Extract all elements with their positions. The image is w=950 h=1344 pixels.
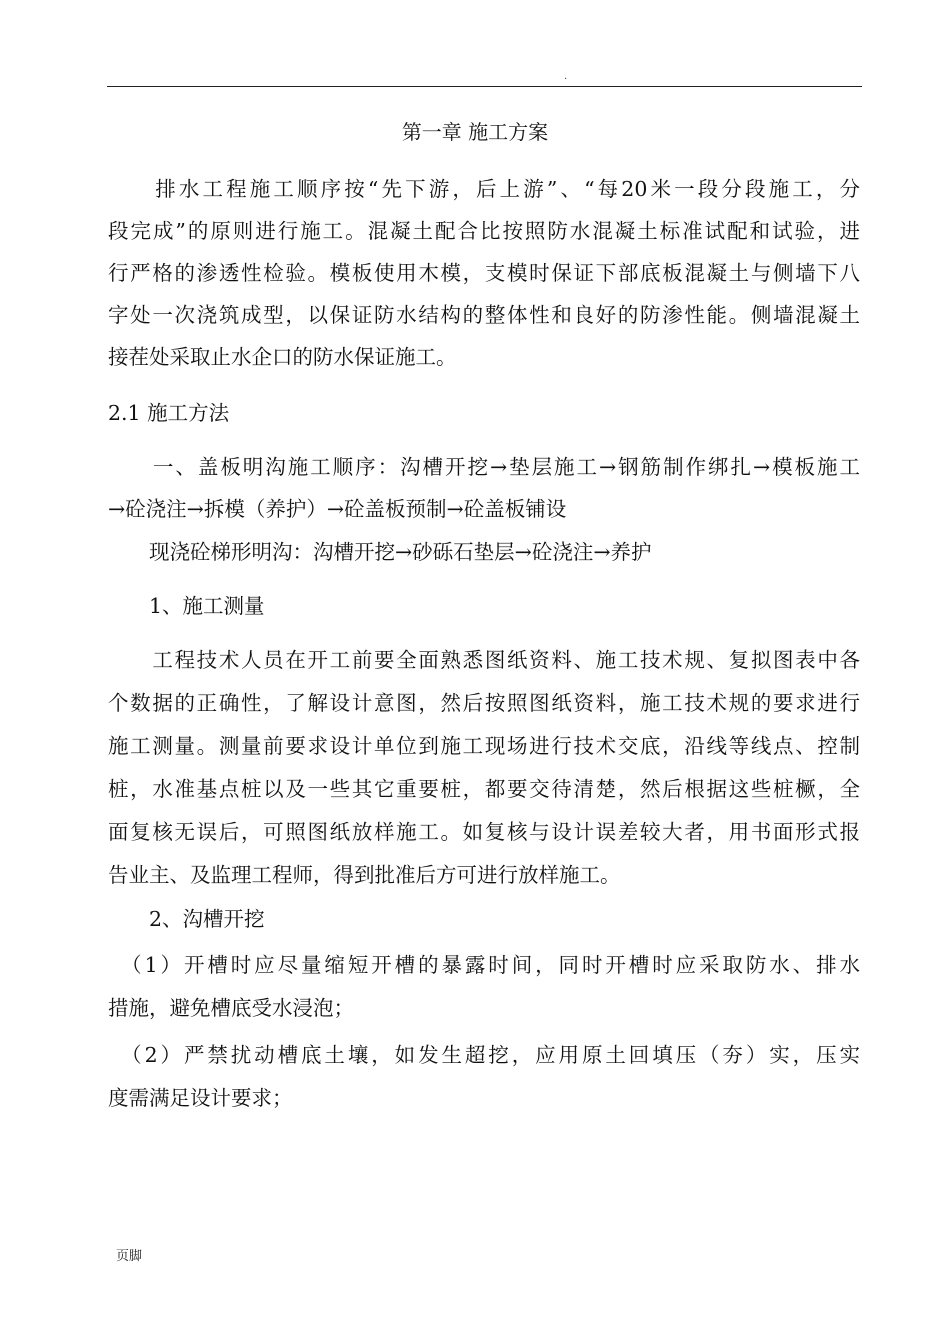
chapter-title: 第一章 施工方案 [401, 120, 549, 144]
survey-line-3: 施工测量。测量前要求设计单位到施工现场进行技术交底，沿线等线点、控制 [108, 734, 860, 758]
survey-line-6: 告业主、及监理工程师，得到批准后方可进行放样施工。 [108, 863, 621, 887]
sequence-line-1: 一、盖板明沟施工顺序：沟槽开挖→垫层施工→钢筋制作绑扎→模板施工 [108, 455, 860, 479]
item-1-title: 1、施工测量 [108, 594, 265, 618]
trench-2-line-2: 度需满足设计要求； [108, 1086, 293, 1110]
survey-line-2: 个数据的正确性，了解设计意图，然后按照图纸资料，施工技术规的要求进行 [108, 691, 860, 715]
header-mark: . [564, 71, 568, 82]
section-heading-2-1: 2.1 施工方法 [108, 401, 230, 425]
intro-line-4: 字处一次浇筑成型，以保证防水结构的整体性和良好的防渗性能。侧墙混凝土 [108, 303, 860, 327]
trench-1-line-2: 措施，避免槽底受水浸泡； [108, 996, 354, 1020]
trench-2-line-1: （2）严禁扰动槽底土壤，如发生超挖，应用原土回填压（夯）实，压实 [108, 1043, 860, 1067]
survey-line-1: 工程技术人员在开工前要全面熟悉图纸资料、施工技术规、复拟图表中各 [108, 648, 860, 672]
intro-line-5: 接茬处采取止水企口的防水保证施工。 [108, 345, 457, 369]
sequence-line-2: →砼浇注→拆模（养护）→砼盖板预制→砼盖板铺设 [108, 497, 567, 521]
footer-label: 页脚 [116, 1249, 143, 1264]
survey-line-4: 桩，水准基点桩以及一些其它重要桩，都要交待清楚，然后根据这些桩橛，全 [108, 777, 860, 801]
intro-line-3: 行严格的渗透性检验。模板使用木模，支模时保证下部底板混凝土与侧墙下八 [108, 261, 860, 285]
intro-line-2: 段完成”的原则进行施工。混凝土配合比按照防水混凝土标准试配和试验，进 [108, 219, 860, 243]
trapezoid-line: 现浇砼梯形明沟：沟槽开挖→砂砾石垫层→砼浇注→养护 [108, 540, 652, 564]
survey-line-5: 面复核无误后，可照图纸放样施工。如复核与设计误差较大者，用书面形式报 [108, 820, 860, 844]
header-rule [107, 86, 862, 87]
item-2-title: 2、沟槽开挖 [108, 907, 265, 931]
intro-line-1: 排水工程施工顺序按“先下游，后上游”、“每20米一段分段施工，分 [108, 177, 860, 201]
trench-1-line-1: （1）开槽时应尽量缩短开槽的暴露时间，同时开槽时应采取防水、排水 [108, 953, 860, 977]
